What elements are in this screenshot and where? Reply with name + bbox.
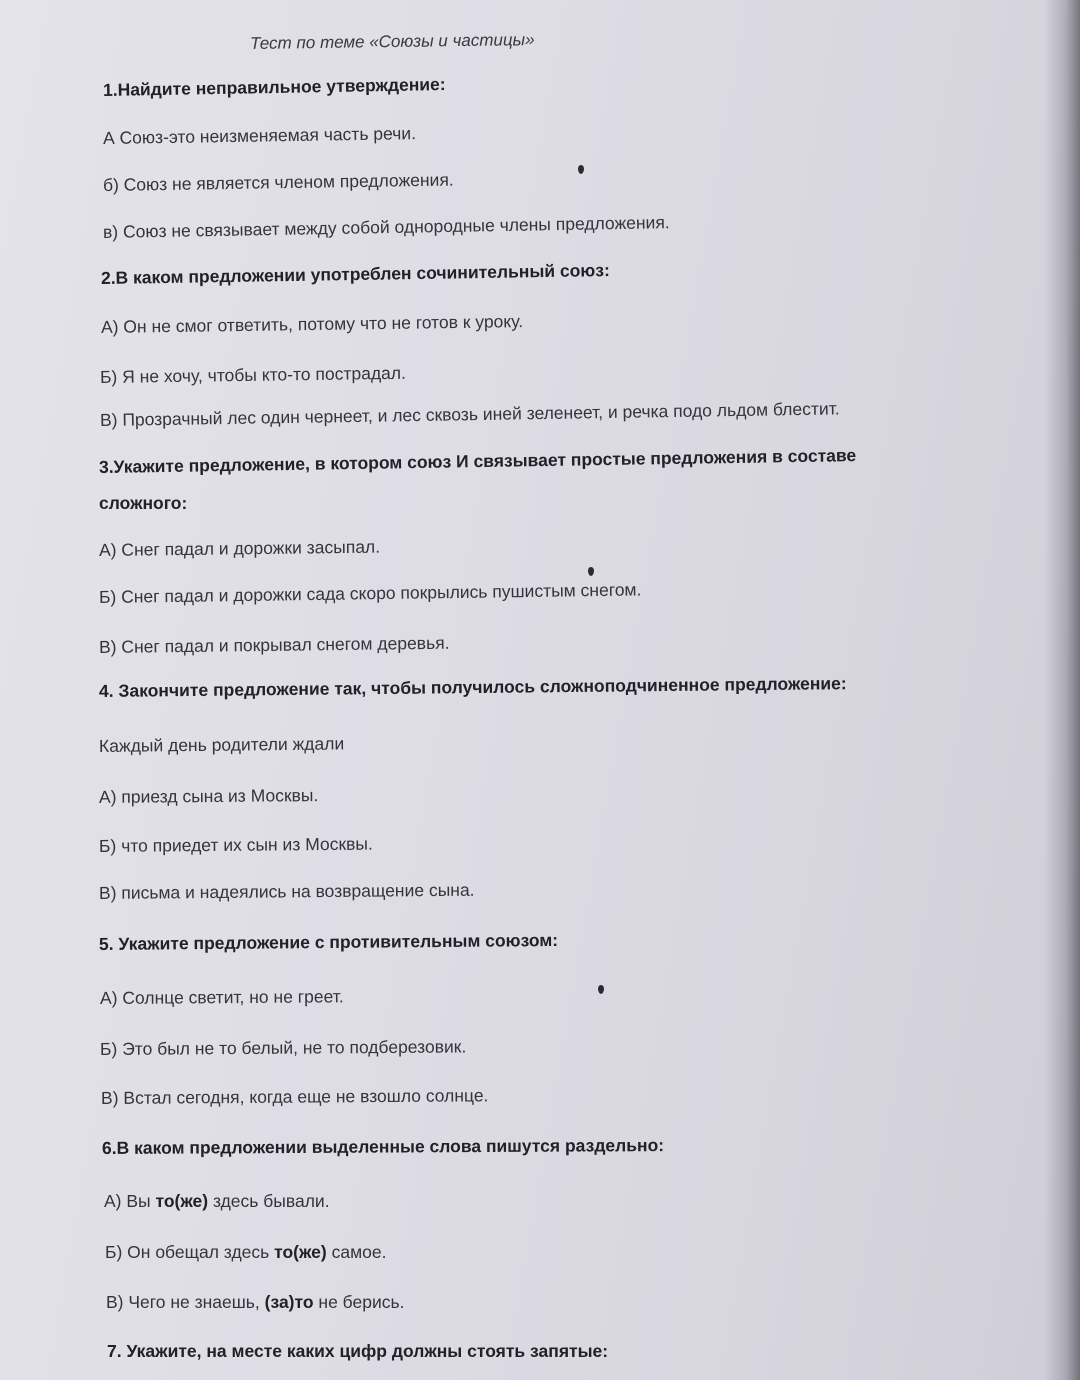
q6-option-v — [106, 1292, 404, 1313]
question-3-line-2: сложного: — [99, 493, 188, 513]
q5-option-b: Б) Это был не то белый, не то подберезовик. — [99, 1036, 467, 1059]
q4-option-v: В) письма и надеялись на возвращение сына. — [98, 879, 475, 903]
q6-option-a-post: здесь бывали. — [208, 1191, 330, 1211]
q6-option-b-word: то(же) — [274, 1242, 327, 1262]
q6-option-a-word: то(же) — [155, 1191, 209, 1211]
q6-option-b-post: самое. — [326, 1242, 387, 1262]
q1-option-a: А Союз-это неизменяемая часть речи. — [102, 123, 417, 148]
q4-option-a: А) приезд сына из Москвы. — [98, 785, 319, 807]
q1-option-v: в) Союз не связывает между собой однородные члены предложения. — [102, 212, 670, 242]
q2-option-v: В) Прозрачный лес один чернеет, и лес сквозь иней зеленеет, и речка подо льдом блестит. — [99, 398, 840, 430]
q6-option-v-word: (за)то — [264, 1292, 314, 1312]
test-title: Тест по теме «Союзы и частицы» — [249, 30, 535, 53]
page-edge-shadow — [1044, 0, 1080, 1380]
q1-option-b: б) Союз не является членом предложения. — [102, 169, 454, 195]
q6-option-a-pre: А) Вы — [104, 1191, 156, 1211]
question-7: 7. Укажите, на месте каких цифр должны стоять запятые: — [107, 1341, 609, 1361]
q5-option-v: В) Встал сегодня, когда еще не взошло солнце. — [100, 1085, 489, 1108]
q6-option-a — [104, 1191, 330, 1212]
q2-option-b: Б) Я не хочу, чтобы кто-то пострадал. — [99, 362, 407, 387]
question-3-line-1: 3.Укажите предложение, в котором союз И связывает простые предложения в составе — [98, 445, 857, 477]
question-1: 1.Найдите неправильное утверждение: — [102, 74, 446, 100]
q6-option-b-pre: Б) Он обещал здесь — [105, 1242, 275, 1262]
q5-option-a: А) Солнце светит, но не греет. — [99, 986, 344, 1008]
q6-option-b — [105, 1242, 386, 1263]
q3-option-v: В) Снег падал и покрывал снегом деревья. — [98, 632, 450, 657]
q3-option-b: Б) Снег падал и дорожки сада скоро покрылись пушистым снегом. — [98, 579, 642, 607]
q6-option-v-pre: В) Чего не знаешь, — [106, 1292, 265, 1312]
question-2: 2.В каком предложении употреблен сочинительный союз: — [100, 260, 610, 288]
question-6: 6.В каком предложении выделенные слова пишутся раздельно: — [101, 1135, 665, 1158]
question-4: 4. Закончите предложение так, чтобы получилось сложноподчиненное предложение: — [98, 673, 847, 701]
q4-stem: Каждый день родители ждали — [98, 733, 345, 756]
q6-option-v-post: не берись. — [313, 1292, 405, 1312]
q2-option-a: А) Он не смог ответить, потому что не готов к уроку. — [100, 311, 524, 337]
q3-option-a: А) Снег падал и дорожки засыпал. — [98, 536, 381, 560]
q4-option-b: Б) что приедет их сын из Москвы. — [98, 833, 373, 856]
question-5: 5. Укажите предложение с противительным союзом: — [98, 929, 559, 954]
